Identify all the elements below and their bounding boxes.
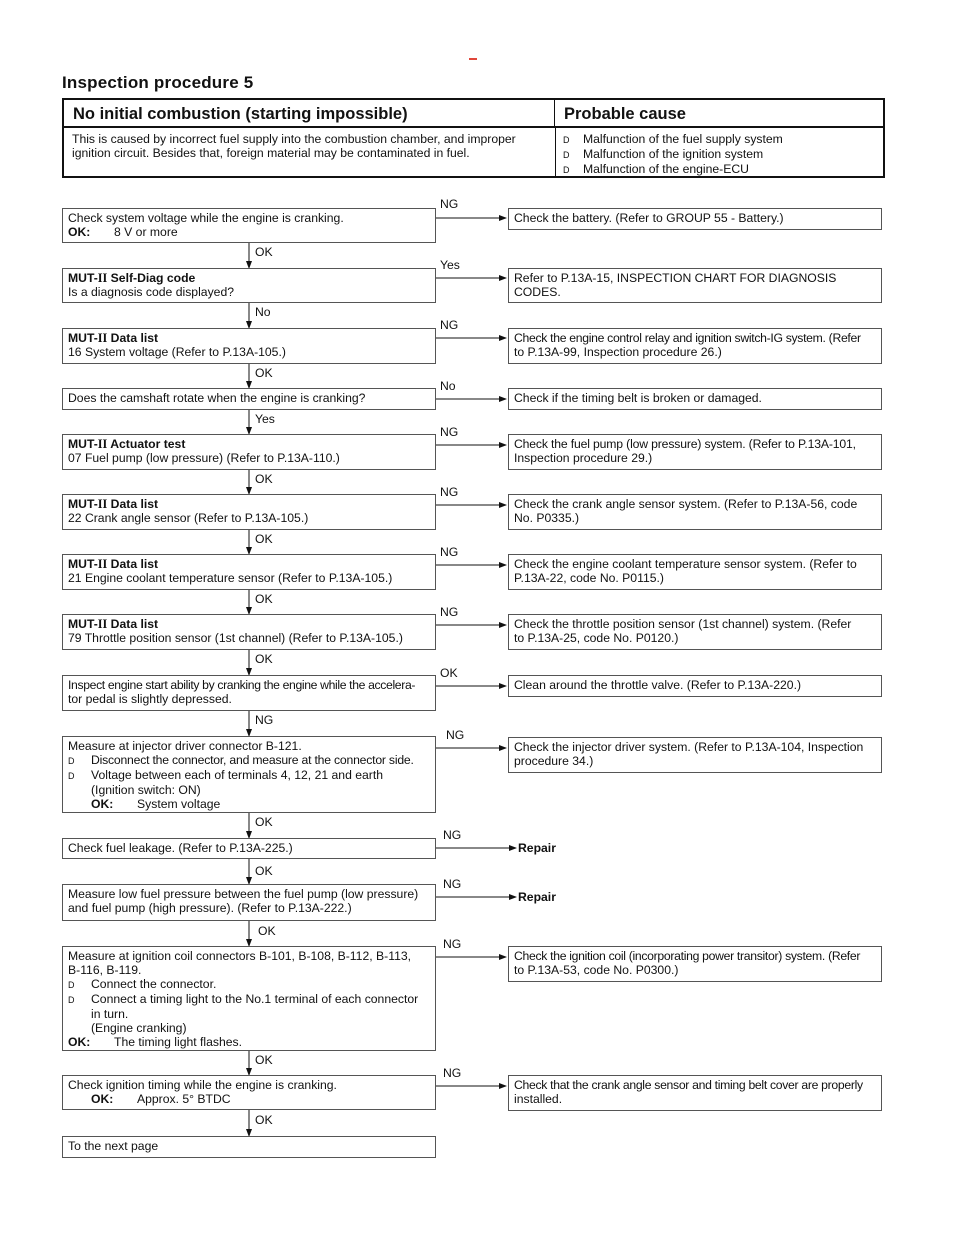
branch-label: OK — [255, 1113, 273, 1127]
branch-label: NG — [440, 545, 459, 559]
branch-label: NG — [440, 485, 459, 499]
branch-label: OK — [440, 666, 458, 680]
step-start-ability-check: Inspect engine start ability by cranking the engine while the accelera- tor pedal is slightly depressed. — [62, 675, 436, 711]
result-throttle-position-sensor: Check the throttle position sensor (1st channel) system. (Refer to P.13A-25, code No. P0120.) — [508, 614, 882, 650]
branch-label: OK — [255, 366, 273, 380]
cause-item: D Malfunction of the ignition system — [563, 147, 764, 161]
bullet-icon: D — [68, 771, 75, 781]
result-fuel-pump-system: Check the fuel pump (low pressure) system. (Refer to P.13A-101, Inspection procedure 29.) — [508, 434, 882, 470]
branch-label: OK — [255, 472, 273, 486]
step-ignition-coil-connectors: Measure at ignition coil connectors B-101, B-108, B-112, B-113, B-116, B-119. D Connect the connector. D Connect a timing light to the No.1 terminal of each connector in turn. (Engine cranking) OK: The timing light flashes. — [62, 946, 436, 1051]
step-camshaft-rotation: Does the camshaft rotate when the engine is cranking? — [62, 388, 436, 410]
step-data-list-coolant-temp: MUT-II Data list 21 Engine coolant temperature sensor (Refer to P.13A-105.) — [62, 554, 436, 590]
branch-label: OK — [255, 592, 273, 606]
branch-label: NG — [255, 713, 274, 727]
bullet-icon: D — [68, 995, 75, 1005]
result-coolant-temp-sensor: Check the engine coolant temperature sensor system. (Refer to P.13A-22, code No. P0115.) — [508, 554, 882, 590]
probable-cause-header: Probable cause — [555, 100, 883, 128]
result-crank-sensor-cover: Check that the crank angle sensor and timing belt cover are properly installed. — [508, 1075, 882, 1111]
branch-label: NG — [440, 318, 459, 332]
result-check-battery: Check the battery. (Refer to GROUP 55 - Battery.) — [508, 208, 882, 230]
result-repair: Repair — [518, 890, 556, 904]
step-low-fuel-pressure: Measure low fuel pressure between the fuel pump (low pressure) and fuel pump (high pressure). (Refer to P.13A-222.) — [62, 884, 436, 921]
bullet-icon: D — [563, 165, 570, 175]
step-data-list-crank-angle: MUT-II Data list 22 Crank angle sensor (Refer to P.13A-105.) — [62, 494, 436, 530]
step-to-next-page: To the next page — [62, 1136, 436, 1158]
result-ignition-coil-system: Check the ignition coil (incorporating power transitor) system. (Refer to P.13A-53, code No. P0300.) — [508, 946, 882, 982]
branch-label: NG — [443, 937, 462, 951]
bullet-icon: D — [68, 980, 75, 990]
branch-label: Yes — [255, 412, 275, 426]
branch-label: No — [440, 379, 456, 393]
step-data-list-system-voltage: MUT-II Data list 16 System voltage (Refer to P.13A-105.) — [62, 328, 436, 364]
branch-label: NG — [440, 197, 459, 211]
branch-label: NG — [446, 728, 465, 742]
branch-label: NG — [440, 425, 459, 439]
branch-label: NG — [443, 877, 462, 891]
step-injector-driver-connector: Measure at injector driver connector B-121. D Disconnect the connector, and measure at the connector side. D Voltage between each of terminals 4, 12, 21 and earth (Ignition switch: ON) OK: System voltage — [62, 736, 436, 813]
step-ignition-timing: Check ignition timing while the engine is cranking. OK: Approx. 5° BTDC — [62, 1075, 436, 1110]
result-crank-angle-sensor: Check the crank angle sensor system. (Refer to P.13A-56, code No. P0335.) — [508, 494, 882, 530]
result-control-relay: Check the engine control relay and ignition switch-IG system. (Refer to P.13A-99, Inspection procedure 26.) — [508, 328, 882, 364]
branch-label: OK — [255, 652, 273, 666]
result-diagnosis-chart: Refer to P.13A-15, INSPECTION CHART FOR DIAGNOSIS CODES. — [508, 268, 882, 303]
branch-label: OK — [255, 532, 273, 546]
branch-label: NG — [443, 1066, 462, 1080]
branch-label: Yes — [440, 258, 460, 272]
branch-label: OK — [258, 924, 276, 938]
result-repair: Repair — [518, 841, 556, 855]
step-fuel-leakage: Check fuel leakage. (Refer to P.13A-225.) — [62, 838, 436, 859]
bullet-icon: D — [563, 150, 570, 160]
branch-label: NG — [440, 605, 459, 619]
step-actuator-test-fuel-pump: MUT-II Actuator test 07 Fuel pump (low pressure) (Refer to P.13A-110.) — [62, 434, 436, 470]
cause-item: D Malfunction of the fuel supply system — [563, 132, 783, 146]
branch-label: No — [255, 305, 271, 319]
branch-label: OK — [255, 1053, 273, 1067]
branch-label: OK — [255, 815, 273, 829]
step-data-list-throttle-position: MUT-II Data list 79 Throttle position sensor (1st channel) (Refer to P.13A-105.) — [62, 614, 436, 650]
page-title: Inspection procedure 5 — [62, 73, 254, 92]
result-clean-throttle-valve: Clean around the throttle valve. (Refer to P.13A-220.) — [508, 675, 882, 697]
symptom-description: This is caused by incorrect fuel supply into the combustion chamber, and improper ignition circuit. Besides that, foreign material may be contaminated in fuel. — [72, 132, 516, 160]
branch-label: OK — [255, 864, 273, 878]
bullet-icon: D — [563, 135, 570, 145]
result-timing-belt: Check if the timing belt is broken or damaged. — [508, 388, 882, 410]
result-injector-driver-system: Check the injector driver system. (Refer to P.13A-104, Inspection procedure 34.) — [508, 737, 882, 773]
bullet-icon: D — [68, 756, 75, 766]
branch-label: NG — [443, 828, 462, 842]
cause-item: D Malfunction of the engine-ECU — [563, 162, 749, 176]
step-self-diag-code: MUT-II Self-Diag code Is a diagnosis code displayed? — [62, 268, 436, 303]
symptom-header: No initial combustion (starting impossible) — [64, 100, 555, 128]
branch-label: OK — [255, 245, 273, 259]
step-system-voltage-check: Check system voltage while the engine is cranking. OK: 8 V or more — [62, 208, 436, 243]
